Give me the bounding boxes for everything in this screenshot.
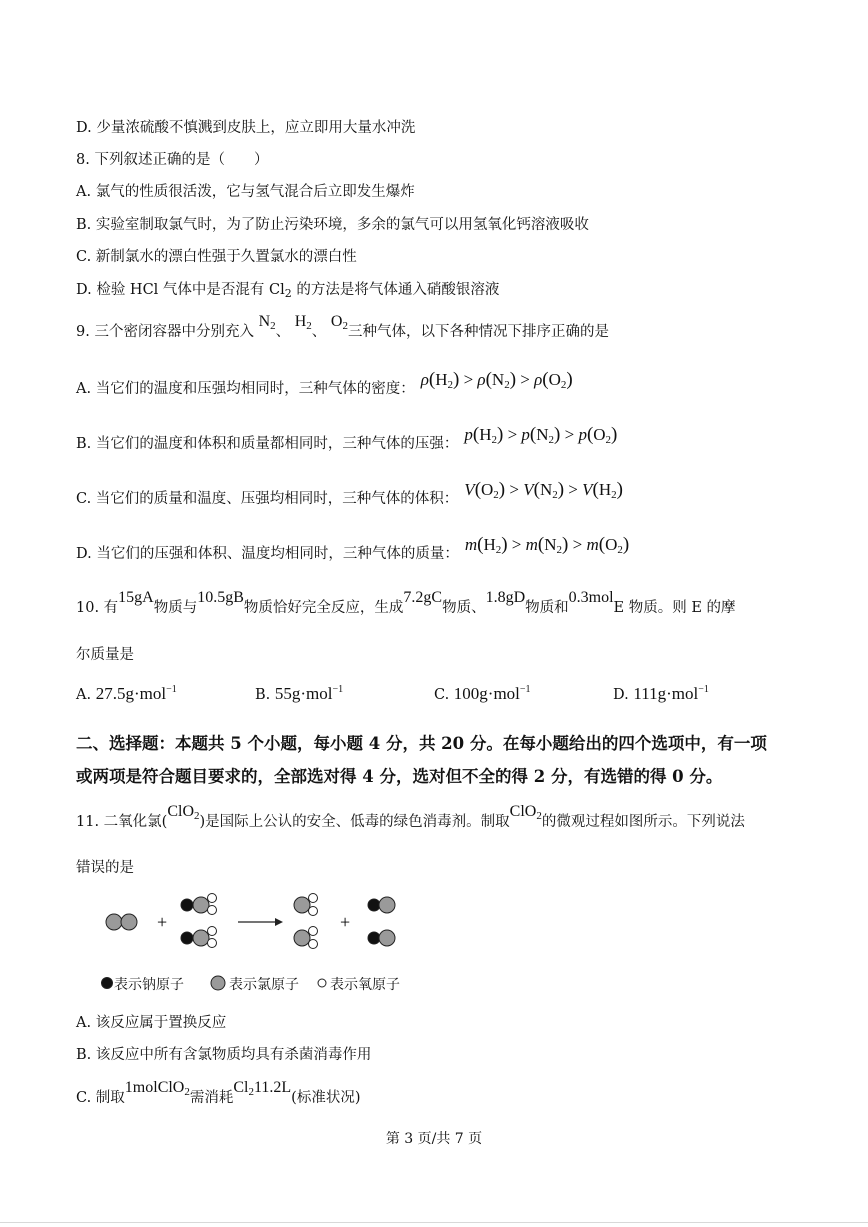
section2-heading-line1: 二、选择题：本题共 5 个小题，每小题 4 分，共 20 分。在每小题给出的四个选项中，有一项 xyxy=(76,734,767,753)
q11-stem: 11. 二氧化氯(ClO$_2$)是国际上公认的安全、低毒的绿色消毒剂。制取ClO$_2$的微观过程如图所示。下列说法 xyxy=(76,803,745,830)
q10-option-b: B. 55g·mol$^{-1}$ xyxy=(255,684,344,703)
q11-formula-1: ClO$_2$ xyxy=(167,803,200,822)
q11-option-c-cl2: $Cl_211.2L$ xyxy=(233,1079,292,1098)
bottom-divider xyxy=(0,1222,868,1223)
q8-option-d xyxy=(76,280,499,304)
q10-mass-c: 7.2gC xyxy=(403,589,443,606)
q9-stem: 9. 三个密闭容器中分别充入 $N_2$、 $H_2$、 $O_2$三种气体，以下各种情况下排序正确的是 xyxy=(76,313,609,340)
naclo2-molecule-top xyxy=(181,894,217,915)
cl2-molecule xyxy=(106,914,137,930)
q11-reaction-diagram xyxy=(0,888,868,968)
q10-option-c: C. 100g·mol$^{-1}$ xyxy=(434,684,531,703)
q9-option-a: A. 当它们的温度和压强均相同时，三种气体的密度： $\rho(H_2) > \rho(N_2) > \rho(O_2)$ xyxy=(76,369,573,397)
q11-option-c-mol: 1molClO$_2$ xyxy=(124,1079,190,1098)
nacl-molecule-top xyxy=(368,897,395,913)
q10-option-a: A. 27.5g·mol$^{-1}$ xyxy=(76,684,177,703)
q9-option-c: C. 当它们的质量和温度、压强均相同时，三种气体的体积： $V(O_2) > V(N_2) > V(H_2)$ xyxy=(76,479,623,507)
q9-option-d: D. 当它们的压强和体积、温度均相同时，三种气体的质量： $m(H_2) > m(N_2) > m(O_2)$ xyxy=(76,534,630,562)
q8-option-b: B. 实验室制取氯气时，为了防止污染环境，多余的氯气可以用氢氧化钙溶液吸收 xyxy=(76,217,589,233)
q9-stem-start: 9. 三个密闭容器中分别充入 xyxy=(76,324,254,340)
q10-mass-d: 1.8gD xyxy=(485,589,526,606)
clo2-molecule-bottom xyxy=(294,927,318,949)
plus-sign-2: + xyxy=(340,912,351,932)
legend-o-label: 表示氧原子 xyxy=(330,977,400,993)
q9-gas-h2: $H_2$ xyxy=(294,313,312,332)
q8-option-c: C. 新制氯水的漂白性强于久置氯水的漂白性 xyxy=(76,249,357,265)
q9-option-a-formula: $\rho(H_2) > \rho(N_2) > \rho(O_2)$ xyxy=(420,369,573,391)
reaction-arrow xyxy=(238,918,283,926)
q9-gas-o2: $O_2$ xyxy=(330,313,348,332)
section2-heading-line2: 或两项是符合题目要求的，全部选对得 4 分，选对但不全的得 2 分，有选错的得 0 分。 xyxy=(76,767,723,786)
q7-option-d: D. 少量浓硫酸不慎溅到皮肤上，应立即用大量水冲洗 xyxy=(76,120,416,136)
q9-option-b-formula: $p(H_2) > p(N_2) > p(O_2)$ xyxy=(464,424,618,446)
q9-gas-n2: $N_2$ xyxy=(258,313,276,332)
q8-option-d-sub: 2 xyxy=(284,287,292,300)
plus-sign-1: + xyxy=(157,912,168,932)
q8-option-d-after: 的方法是将气体通入硝酸银溶液 xyxy=(291,282,500,298)
q10-mass-a: 15gA xyxy=(118,589,154,606)
q10-stem: 10. 有15gA物质与10.5gB物质恰好完全反应，生成7.2gC物质、1.8gD物质和0.3molE 物质。则 E 的摩 xyxy=(76,589,736,616)
legend-o-swatch xyxy=(318,979,326,987)
q10-amount-e: 0.3mol xyxy=(568,589,614,606)
q11-formula-2: ClO$_2$ xyxy=(509,803,542,822)
q11-option-b: B. 该反应中所有含氯物质均具有杀菌消毒作用 xyxy=(76,1047,372,1063)
nacl-molecule-bottom xyxy=(368,930,395,946)
q8-option-a: A. 氯气的性质很活泼，它与氢气混合后立即发生爆炸 xyxy=(76,184,415,200)
legend-na-swatch xyxy=(102,978,113,989)
q10-line2: 尔质量是 xyxy=(76,647,134,663)
q11-option-c: C. 制取1molClO$_2$需消耗$Cl_211.2L$(标准状况) xyxy=(76,1079,361,1106)
legend-cl-swatch xyxy=(211,976,225,990)
clo2-molecule-top xyxy=(294,894,318,916)
q9-option-d-formula: $m(H_2) > m(N_2) > m(O_2)$ xyxy=(464,534,630,556)
q10-option-d: D. 111g·mol$^{-1}$ xyxy=(613,684,709,703)
q11-line2: 错误的是 xyxy=(76,860,134,876)
q8-stem: 8. 下列叙述正确的是（ ） xyxy=(76,152,269,168)
naclo2-molecule-bottom xyxy=(181,927,217,948)
q8-option-d-before: D. 检验 HCl 气体中是否混有 Cl xyxy=(76,282,285,298)
q11-option-a: A. 该反应属于置换反应 xyxy=(76,1015,227,1031)
legend-cl-label: 表示氯原子 xyxy=(229,977,299,993)
page-footer: 第 3 页/共 7 页 xyxy=(385,1131,483,1147)
q10-mass-b: 10.5gB xyxy=(197,589,244,606)
q9-option-b: B. 当它们的温度和体积和质量都相同时，三种气体的压强： $p(H_2) > p(N_2) > p(O_2)$ xyxy=(76,424,618,452)
legend-na-label: 表示钠原子 xyxy=(114,977,184,993)
q9-stem-end: 三种气体，以下各种情况下排序正确的是 xyxy=(347,324,609,340)
q9-option-c-formula: $V(O_2) > V(N_2) > V(H_2)$ xyxy=(464,479,623,501)
